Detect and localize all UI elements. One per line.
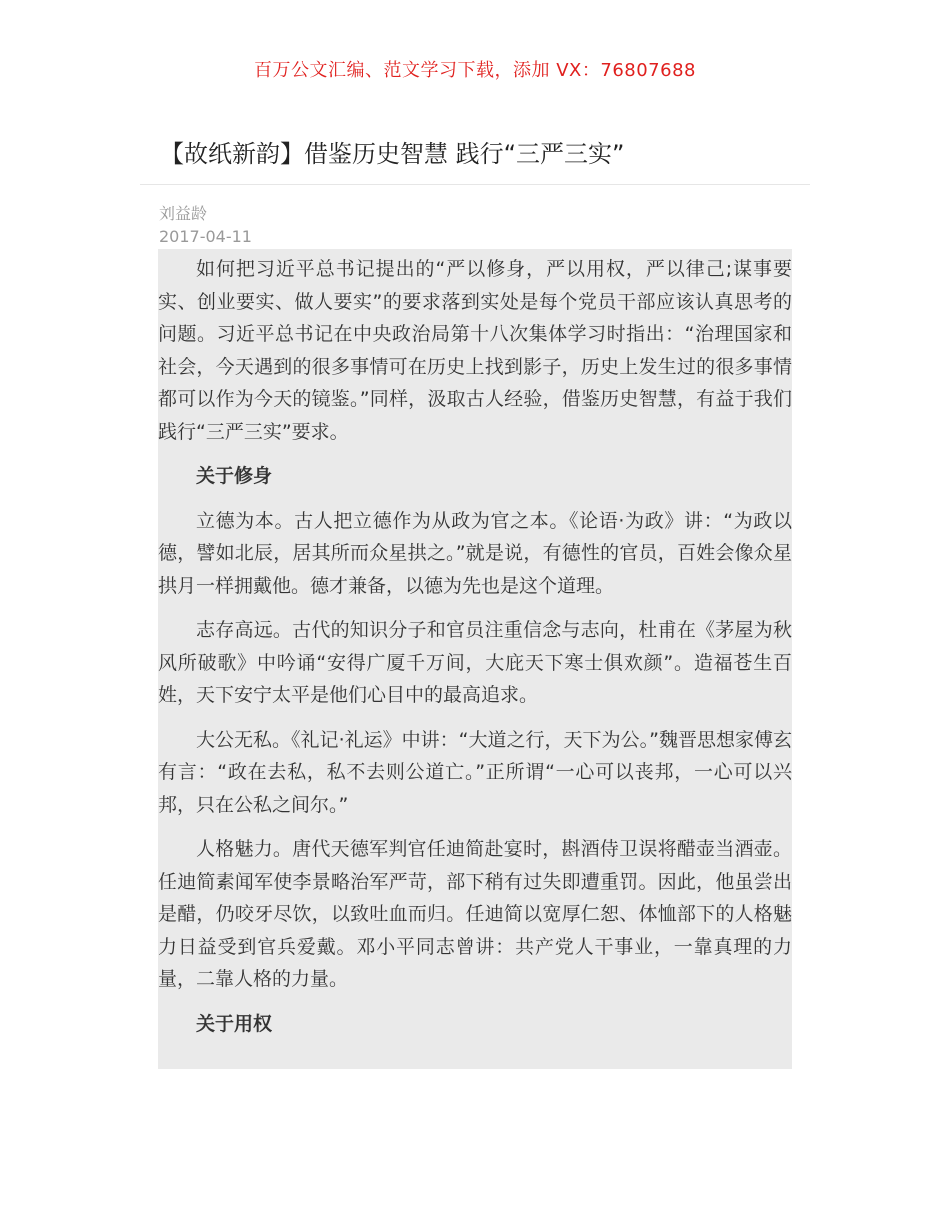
article-date: 2017-04-11 bbox=[159, 227, 252, 246]
paragraph-ambition: 志存高远。古代的知识分子和官员注重信念与志向，杜甫在《茅屋为秋风所破歌》中吟诵“安得广厦千万间，大庇天下寒士俱欢颜”。造福苍生百姓，天下安宁太平是他们心目中的最高追求。 bbox=[158, 619, 792, 706]
title-divider bbox=[140, 184, 810, 185]
paragraph-intro: 如何把习近平总书记提出的“严以修身，严以用权，严以律己;谋事要实、创业要实、做人要实”的要求落到实处是每个党员干部应该认真思考的问题。习近平总书记在中央政治局第十八次集体学习时指出：“治理国家和社会，今天遇到的很多事情可在历史上找到影子，历史上发生过的很多事情都可以作为今天的镜鉴。”同样，汲取古人经验，借鉴历史智慧，有益于我们践行“三严三实”要求。 bbox=[158, 258, 792, 443]
paragraph-charisma: 人格魅力。唐代天德军判官任迪简赴宴时，斟酒侍卫误将醋壶当酒壶。任迪简素闻军使李景略治军严苛，部下稍有过失即遭重罚。因此，他虽尝出是醋，仍咬牙尽饮，以致吐血而归。任迪简以宽厚仁恕、体恤部下的人格魅力日益受到官兵爱戴。邓小平同志曾讲：共产党人干事业，一靠真理的力量，二靠人格的力量。 bbox=[158, 838, 792, 990]
paragraph-selflessness: 大公无私。《礼记·礼运》中讲：“大道之行，天下为公。”魏晋思想家傅玄有言：“政在去私，私不去则公道亡。”正所谓“一心可以丧邦，一心可以兴邦，只在公私之间尔。” bbox=[158, 728, 792, 816]
article-author: 刘益龄 bbox=[159, 204, 208, 223]
article-title: 【故纸新韵】借鉴历史智慧 践行“三严三实” bbox=[160, 140, 625, 168]
promo-banner: 百万公文汇编、范文学习下载，添加 VX：76807688 bbox=[254, 60, 696, 81]
section-heading-self-cultivation: 关于修身 bbox=[196, 465, 273, 487]
article-body bbox=[158, 249, 792, 1069]
section-heading-power: 关于用权 bbox=[196, 1012, 273, 1035]
paragraph-virtue: 立德为本。古人把立德作为从政为官之本。《论语·为政》讲：“为政以德，譬如北辰，居其所而众星拱之。”就是说，有德性的官员，百姓会像众星拱月一样拥戴他。德才兼备，以德为先也是这个道理。 bbox=[158, 509, 792, 597]
